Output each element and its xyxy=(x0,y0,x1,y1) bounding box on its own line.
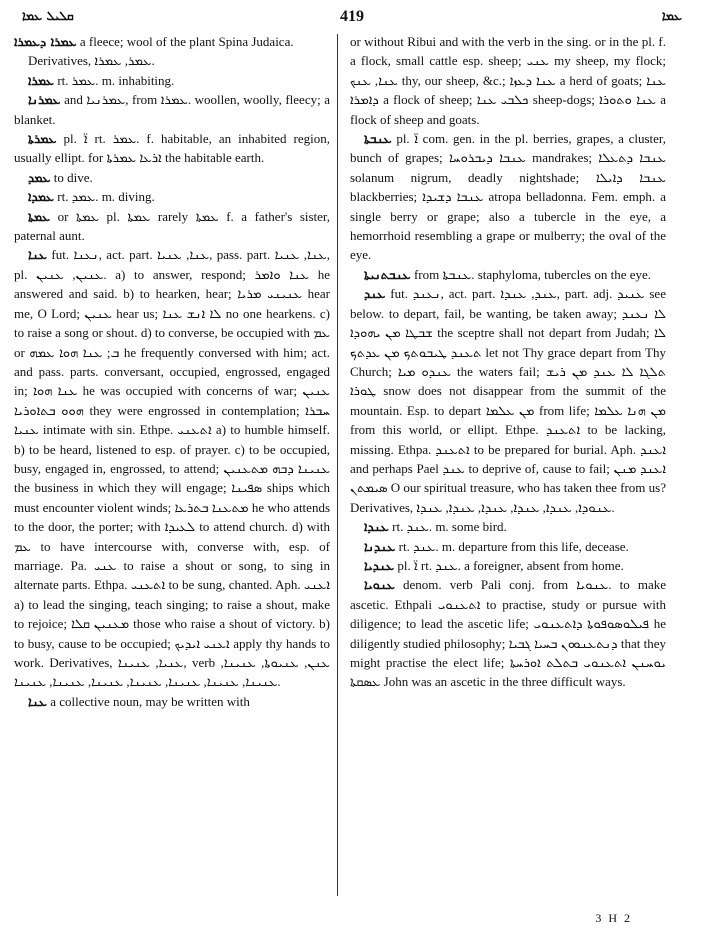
headword: ܥܢܘܝܐ xyxy=(364,577,395,593)
entry-text: a fleece; wool of the plant Spina Judaica. xyxy=(76,34,294,49)
headword: ܥܢܒܬܢܝܬܐ xyxy=(364,266,411,282)
dictionary-entry xyxy=(14,51,330,70)
entry-text: or ܥܡܬܐ pl. ܥܡܬܐ rarely ܥܡܬܐ f. a father's sister, paternal aunt. xyxy=(14,208,330,244)
headword: ܥܢܕܢܐ xyxy=(364,538,396,554)
left-column xyxy=(14,32,330,902)
dictionary-entry xyxy=(350,284,666,517)
entry-text: rt. ܥܢܕ. m. some bird. xyxy=(388,519,507,535)
entry-text: pl. ܐ̈ rt. ܥܢܕ. a foreigner, absent from home. xyxy=(394,557,624,573)
dictionary-entry xyxy=(14,90,330,129)
headword: ܥܡܪܬܐ xyxy=(28,131,57,147)
headword: ܥܢܕܝܐ xyxy=(364,557,395,573)
right-column xyxy=(350,32,666,902)
headword: ܥܢܕ xyxy=(364,286,386,302)
dictionary-entry xyxy=(350,129,666,265)
headword: ܥܢܕܐ xyxy=(364,519,389,535)
dictionary-entry xyxy=(14,71,330,90)
entry-text: or without Ribui and with the verb in the sing. or in the pl. f. a flock, small cattle esp. sheep; ܥܢܝ my sheep, my flock; ܥܢܐ, ܥܢܟ thy, our sheep, &c.; ܥܢܐ ܕܥܙܐ a herd of goats; ܥܢܐ ܕܐܡܪܐ a flock of sheep; ܟܠܒܝ ܥܢܐ sheep-dogs; ܥܢܐ ܘܬܘܪܐ a flock of sheep and goats. xyxy=(350,34,666,127)
header-right-word: ܥܡܐ xyxy=(661,8,682,23)
column-divider xyxy=(337,34,338,896)
entry-text: denom. verb Pali conj. from ܥܢܘܝܐ. to make ascetic. Ethpali ܐܬܥܢܘܝ to practise, study or pursue with diligence; to lead the ascetic life; ܦܝܠܘܣܘܦܘܬܐ ܕܐܬܥܢܘܝ he diligently studied philosophy; ܕܢܬܥܢܘܘܢ ܒܚܝܐ ܓܒܝܐ that they might practise the elect life; ܝܘܚܢܢ ܐܬܥܢܘܝ ܒܬܠܬ ܐܘܪܚܬܐ ܥܣܩܬܐ John was an ascetic in the three difficult ways. xyxy=(350,577,666,690)
entry-text: Derivatives, ܥܡܪ, ܥܡܪܐ. xyxy=(28,53,155,69)
dictionary-entry xyxy=(14,207,330,246)
entry-text: a collective noun, may be written with xyxy=(46,693,250,709)
entry-text: to dive. xyxy=(50,169,93,185)
entry-text: from ܥܢܒܬܐ. staphyloma, tubercles on the eye. xyxy=(410,266,652,282)
entry-text: fut. ܢܥܢܕ, act. part. ܥܢܕ, ܥܢܕܐ, part. adj. ܥܢܝܕ see below. to depart, fail, be wanting, be taken away; ܠܐ ܢܥܢܕ ܫܒܛܐ ܡܢ ܝܗܘܕܐ the sceptre shall not depart from Judah; ܠܐ ܬܥܢܕ ܛܝܒܘܬܟ ܡܢ ܥܕܬܟ let not Thy grace depart from Thy Church; ܥܢܕܘ ܡܝܐ the waters fail; ܬܠܓܐ ܠܐ ܥܢܕ ܡܢ ܪܝܫ ܛܘܪܐ snow does not disappear from the summit of the mountain. Esp. to depart ܡܢ ܥܠܡܐ from life; ܡܢ ܗܢܐ ܥܠܡܐ from this world, or ellipt. Ethpe. ܐܬܥܢܕ to be lacking, missing. Ethpa. ܐܬܥܢܕ to be prepared for burial. Aph. ܐܥܢܕ and perhaps Pael ܥܢܕ to deprive of, cause to fail; ܐܥܢܕ ܡܢܢ ܣܝܡܬܢ O our spiritual treasure, who has taken thee from us? Derivatives, ܥܢܘܕܐ, ܥܢܕܐ, ܥܢܕܐ, ܥܢܕܐ, ܥܢܕܐ, ܥܢܕܐ. xyxy=(350,286,666,515)
dictionary-entry xyxy=(14,129,330,168)
dictionary-entry xyxy=(350,537,666,556)
running-header xyxy=(22,6,682,32)
entry-text: fut. ܢܥܢܐ, act. part. ܥܢܐ, ܥܢܝܐ, pass. part. ܥܢܐ, ܥܢܝܐ, pl. ܥܢܝܢ, ܥܢܝܢ. a) to answer, respond; ܥܢܐ ܘܐܡܪ he answered and said. b) to hearken, hear; ܥܢܝܢܝ ܡܪܝܐ hear me, O Lord; ܥܢܝܢ hear us; ܠܐ ܐܢܫ ܥܢܐ no one hearkens. c) to raise a song or shout. d) to converse, be occupied with ܥܡ or ܒ; ܥܢܐ ܗܘܐ ܥܡܗ he frequently conversed with him; act. and pass. parts. conversant, occupied, engrossed, engaged in; ܥܢܐ ܗܘܐ he was occupied with concerns of war; ܥܢܝܢ ܗܘܘ ܒܬܐܘܪܝܐ they were engrossed in contemplation; ܚܒܪܐ ܥܢܝܐ intimate with sin. Ethpe. ܐܬܥܢܝ a) to humble himself. b) to be heard, listened to esp. of prayer. c) to be occupied, busy, engaged in, engrossed, to attend; ܥܢܝܢܐ ܕܒܗ ܡܬܥܢܝܢ the business in which they will engage; ܣܦܝܢܐ ships which must encounter violent winds; ܡܬܥܢܐ ܒܬܪܥܐ he who attends to the door, the porter; with ܠܥܝܕܐ to attend church. d) with ܥܡ to have intercourse with, converse with, esp. of marriage. Pa. ܥܢܝ to raise a shout or song, to sing in alternate parts. Ethpa. ܐܬܥܢܝ to be sung, chanted. Aph. ܐܥܢܝ a) to lead the singing, teach singing; to raise a shout, make to rejoice; ܡܥܢܝܢ ܩܠܐ those who raise a shout of victory. b) to busy, cause to be occupied; ܐܥܢܝ ܐܝܕܝܟ apply thy hands to work. Derivatives, ܥܢܝܐ, ܥܢܝܢܐ, verb ܥܢܢ, ܥܢܝܘܬܐ, ܥܢܝܢܐ, ܥܢܝܢܐ, ܥܢܝܢܐ, ܥܢܝܢܐ, ܥܢܝܢܐ, ܥܢܝܢܐ, ܥܢܝܢܐ, ܥܢܝܢܐ. xyxy=(14,247,330,690)
dictionary-entry xyxy=(350,575,666,691)
entry-text: pl. ܐ̈ rt. ܥܡܪ. f. habitable, an inhabited region, usually ellipt. for ܐܪܥܐ ܥܡܪܬܐ the habitable earth. xyxy=(14,131,330,166)
dictionary-entry xyxy=(350,32,666,129)
header-left-word: ܩܠܝܠ ܥܡܐ xyxy=(22,8,74,23)
dictionary-entry xyxy=(350,556,666,575)
dictionary-entry xyxy=(350,265,666,284)
entry-text: pl. ܐ̈ com. gen. in the pl. berries, grapes, a cluster, bunch of grapes; ܥܢܒܐ ܕܝܒܪܘܚܐ mandrakes; ܥܢܒܐ ܕܬܥܠܐ solanum nigrum, deadly nightshade; ܥܢܒܐ ܕܐܝܠܐ blackberries; ܥܢܒܐ ܕܫܝܕܐ atropa belladonna. Fem. emph. a single berry or grape; also a tubercle in the eye, a hemorrhoid resembling a grape or mulberry; the oval of the eye. xyxy=(350,131,666,263)
headword: ܥܡܕ xyxy=(28,169,51,185)
dictionary-entry xyxy=(14,692,330,711)
entry-text: rt. ܥܢܕ. m. departure from this life, decease. xyxy=(395,538,629,554)
dictionary-entry xyxy=(14,32,330,51)
headword: ܥܢܐ xyxy=(28,247,47,263)
dictionary-entry xyxy=(350,517,666,536)
headword: ܥܡܕܐ xyxy=(28,189,55,205)
entry-text: and ܥܡܪܢܝܐ, from ܥܡܪܐ. woollen, woolly, fleecy; a blanket. xyxy=(14,92,330,127)
headword: ܥܡܪܢܐ xyxy=(28,92,61,108)
entry-text: rt. ܥܡܪ. m. inhabiting. xyxy=(54,72,175,88)
headword: ܥܢܒܬܐ xyxy=(364,131,392,147)
printer-signature: 3 H 2 xyxy=(595,911,632,925)
page-number: 419 xyxy=(340,8,364,25)
entry-text: rt. ܥܡܕ. m. diving. xyxy=(54,189,155,205)
headword: ܥܡܪܐ ܕܥܡܪܐ xyxy=(14,34,77,49)
headword: ܥܢܐ xyxy=(28,693,47,709)
dictionary-entry xyxy=(14,245,330,691)
dictionary-entry xyxy=(14,168,330,187)
headword: ܥܡܪܐ xyxy=(28,72,55,88)
dictionary-entry xyxy=(14,187,330,206)
headword: ܥܡܬܐ xyxy=(28,208,51,224)
